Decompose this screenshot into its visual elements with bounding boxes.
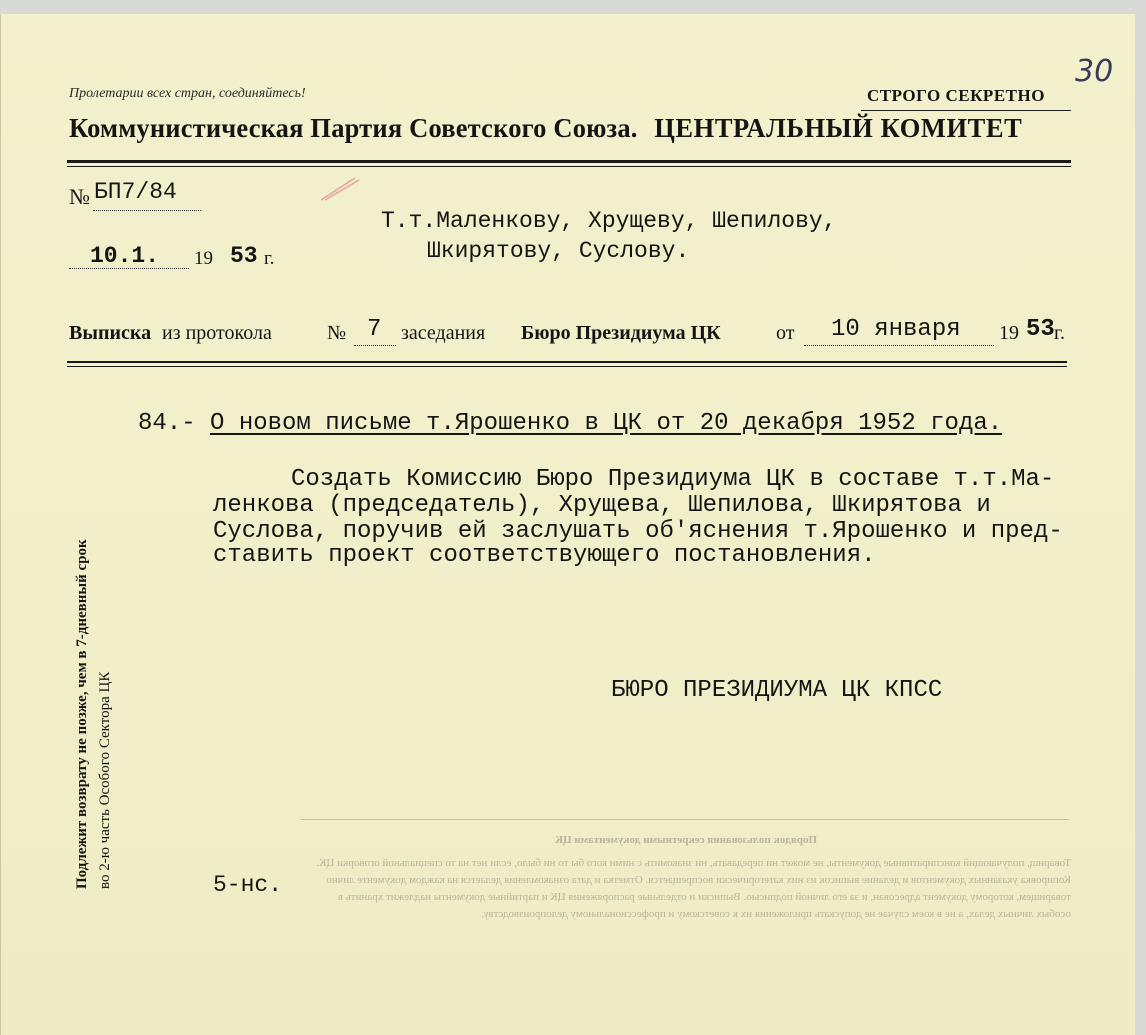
doc-number: БП7/84 xyxy=(94,179,177,205)
secrecy-stamp: СТРОГО СЕКРЕТНО xyxy=(867,86,1045,105)
secrecy-underline xyxy=(861,110,1071,111)
extract-year: 53 xyxy=(1026,316,1055,343)
doc-date-suffix: г. xyxy=(264,248,275,269)
side-note xyxy=(71,539,117,889)
doc-number-dots xyxy=(93,210,201,211)
order-notice-rule xyxy=(301,819,1069,820)
copy-mark: 5-нс. xyxy=(213,872,283,898)
doc-number-label: № xyxy=(69,184,90,209)
body-line-3: Суслова, поручив ей заслушать об'яснения т.Ярошенко и пред- xyxy=(213,518,1063,545)
order-notice-text: Товарищ, получающий конспиративные документы, не может ни передавать, ни знакомить с ними кого бы то ни было, если нет на то специальной оговорки ЦК. Копировка указанных документов и делание выписок из них категорически воспрещается. Отметка и дата ознакомления делается на каждом документе лично товарищем, которому документ адресован, и за его личной подписью. Выписки и отдельные распоряжения ЦК и партийные документы надлежит хранить в особых личных делах, а не в коем случае не допускать приложения их к советскому и профессиональному делопроизводству. xyxy=(316,857,1071,920)
extract-number-dots xyxy=(354,345,396,346)
extract-word-from: от xyxy=(776,322,795,344)
item-heading xyxy=(138,410,1002,437)
side-note-line-1: Подлежит возврату не позже, чем в 7-дневный срок xyxy=(74,539,90,889)
body-line-1: Создать Комиссию Бюро Президиума ЦК в составе т.т.Ма- xyxy=(291,466,1055,493)
body-line-4: ставить проект соответствующего постановления. xyxy=(213,542,876,569)
extract-rule-thick xyxy=(67,361,1067,363)
slogan: Пролетарии всех стран, соединяйтесь! xyxy=(69,86,306,101)
page-number: 30 xyxy=(1075,54,1114,89)
extract-century: 19 xyxy=(999,322,1019,344)
doc-date-day: 10.1. xyxy=(90,243,160,269)
signature-block: БЮРО ПРЕЗИДИУМА ЦК КПСС xyxy=(611,677,943,704)
party-title-part2: ЦЕНТРАЛЬНЫЙ КОМИТЕТ xyxy=(654,113,1023,143)
body-line-2: ленкова (председатель), Хрущева, Шепилова, Шкирятова и xyxy=(213,492,991,519)
extract-suffix: г. xyxy=(1054,322,1065,344)
header-rule-thick xyxy=(67,160,1071,163)
extract-rule-thin xyxy=(67,366,1067,367)
doc-date-dots xyxy=(69,268,189,269)
extract-number: 7 xyxy=(367,316,382,343)
extract-word-3: заседания xyxy=(401,322,486,344)
extract-date-dots xyxy=(804,345,994,346)
doc-date-year: 53 xyxy=(230,243,258,269)
party-title-part1: Коммунистическая Партия Советского Союза. xyxy=(69,113,638,143)
header-rule-thin xyxy=(67,166,1071,167)
addressees-line-1: Т.т.Маленкову, Хрущеву, Шепилову, xyxy=(381,208,837,234)
document-page xyxy=(0,14,1135,1035)
doc-date-century: 19 xyxy=(194,248,213,269)
party-title xyxy=(69,113,1022,144)
extract-date: 10 января xyxy=(831,316,961,343)
extract-body-name: Бюро Президиума ЦК xyxy=(521,322,721,344)
extract-number-label: № xyxy=(327,322,347,344)
extract-word-1: Выписка xyxy=(69,322,152,344)
order-notice-bleedthrough xyxy=(301,832,1071,923)
pencil-mark-icon xyxy=(319,174,359,202)
item-number: 84.- xyxy=(138,410,196,437)
order-notice-title: Порядок пользования секретными документами ЦК xyxy=(555,834,817,846)
item-title: О новом письме т.Ярошенко в ЦК от 20 декабря 1952 года. xyxy=(210,410,1003,437)
extract-word-2: из протокола xyxy=(162,322,272,344)
side-note-line-2: во 2-ю часть Особого Сектора ЦК xyxy=(97,671,113,889)
addressees-line-2: Шкирятову, Суслову. xyxy=(427,238,690,264)
